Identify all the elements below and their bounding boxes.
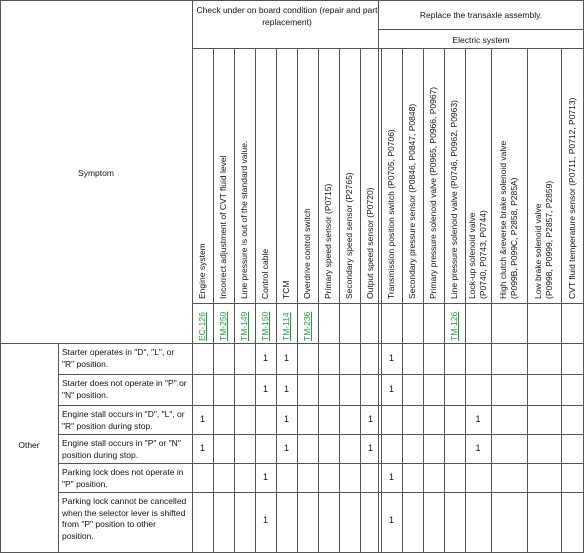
mark-cell: 1 (283, 414, 289, 424)
column-header-label: CVT fluid temperature sensor (P0711, P0712, P0713) (567, 97, 577, 299)
grid-line (360, 48, 361, 553)
mark-cell: 1 (388, 515, 394, 525)
symptom-text: Engine stall occurs in "D", "L", or "R" position during stop. (62, 409, 185, 431)
mark-cell: 1 (283, 443, 289, 453)
mark-cell: 1 (199, 443, 205, 453)
column-header-label: Engine system (197, 243, 207, 299)
mark-cell: 1 (283, 353, 289, 363)
mark-cell: 1 (262, 384, 268, 394)
grid-line (58, 463, 584, 464)
header-symptom: Symptom (78, 168, 114, 178)
shared-reference-link[interactable]: TM-126 (449, 311, 459, 341)
grid-line (213, 48, 214, 553)
reference-link[interactable]: TM-250 (218, 311, 228, 341)
grid-line (58, 434, 584, 435)
grid-line (378, 29, 584, 30)
category-label: Other (18, 440, 40, 450)
grid-line (0, 0, 1, 553)
column-header-label: (P099B, P099C, P2858, P285A) (509, 177, 519, 299)
grid-line (339, 48, 340, 553)
mark-cell: 1 (262, 472, 268, 482)
grid-line (465, 48, 466, 553)
mark-cell: 1 (262, 515, 268, 525)
column-header-label: Primary pressure solenoid valve (P0965, P0966, P0967) (428, 86, 438, 299)
grid-line (58, 492, 584, 493)
reference-link[interactable]: EC-126 (197, 312, 207, 341)
column-header-label: Secondary speed sensor (P2765) (344, 172, 354, 299)
grid-line (527, 48, 528, 553)
grid-line (192, 303, 584, 304)
column-header-label: (P0998, P0999, P2857, P2859) (544, 180, 554, 299)
mark-cell: 1 (388, 472, 394, 482)
header-check-group: Check under on board condition (repair and part replacement) (196, 5, 378, 27)
grid-line (561, 48, 562, 553)
header-replace-group: Replace the transaxle assembly. (419, 10, 543, 20)
symptom-text: Parking lock cannot be cancelled when the selector lever is shifted from "P" position to other position. (62, 496, 187, 541)
mark-cell: 1 (367, 443, 373, 453)
reference-link[interactable]: TM-150 (260, 311, 270, 341)
grid-line (444, 48, 445, 553)
grid-line (234, 48, 235, 553)
header-electric-group: Electric system (452, 35, 510, 45)
reference-link[interactable]: TM-149 (239, 311, 249, 341)
symptom-text: Parking lock does not operate in "P" position. (62, 467, 184, 489)
column-header-label: High clutch &reverse brake solenoid valve (498, 140, 508, 299)
column-header-label: Primary speed sensor (P0715) (323, 183, 333, 299)
grid-line (318, 48, 319, 553)
column-header-label: Output speed sensor (P0720) (365, 187, 375, 299)
column-header-label: Secondary pressure sensor (P0846, P0847, P0848) (407, 103, 417, 299)
column-header-label: Incorrect adjustment of CVT fluid level (218, 155, 228, 299)
symptom-text: Starter does not operate in "P" or "N" position. (62, 378, 187, 400)
grid-line (276, 48, 277, 553)
column-header-label: Low brake solenoid valve (533, 203, 543, 299)
column-header-label: Overdrive control switch (302, 208, 312, 299)
grid-line (423, 48, 424, 553)
grid-line (58, 374, 584, 375)
column-header-label: (P0740, P0743, P0744) (478, 210, 488, 299)
grid-line (378, 0, 379, 553)
mark-cell: 1 (475, 414, 481, 424)
mark-cell: 1 (283, 384, 289, 394)
grid-line (0, 0, 584, 1)
grid-line (192, 48, 584, 49)
symptom-text: Starter operates in "D", "L", or "R" position. (62, 347, 175, 369)
mark-cell: 1 (367, 414, 373, 424)
column-header-label: Line pressure solenoid valve (P0746, P0962, P0963) (449, 100, 459, 299)
grid-line (491, 48, 492, 553)
grid-line (58, 405, 584, 406)
grid-line (192, 0, 193, 553)
grid-line (58, 343, 59, 553)
grid-line (297, 48, 298, 553)
mark-cell: 1 (475, 443, 481, 453)
mark-cell: 1 (199, 414, 205, 424)
grid-line (402, 48, 403, 553)
reference-link[interactable]: TM-236 (302, 311, 312, 341)
grid-line (0, 343, 584, 344)
symptom-text: Engine stall occurs in "P" or "N" position during stop. (62, 438, 181, 460)
column-header-label: Transmission position switch (P0705, P0706) (386, 129, 396, 299)
mark-cell: 1 (262, 353, 268, 363)
mark-cell: 1 (388, 353, 394, 363)
column-header-label: Lock-up solenoid valve (467, 212, 477, 299)
reference-link[interactable]: TM-114 (281, 312, 291, 341)
column-header-label: TCM (281, 280, 291, 299)
column-header-label: Control cable (260, 248, 270, 299)
mark-cell: 1 (388, 384, 394, 394)
column-header-label: Line pressure is out of the standard value. (239, 140, 249, 299)
